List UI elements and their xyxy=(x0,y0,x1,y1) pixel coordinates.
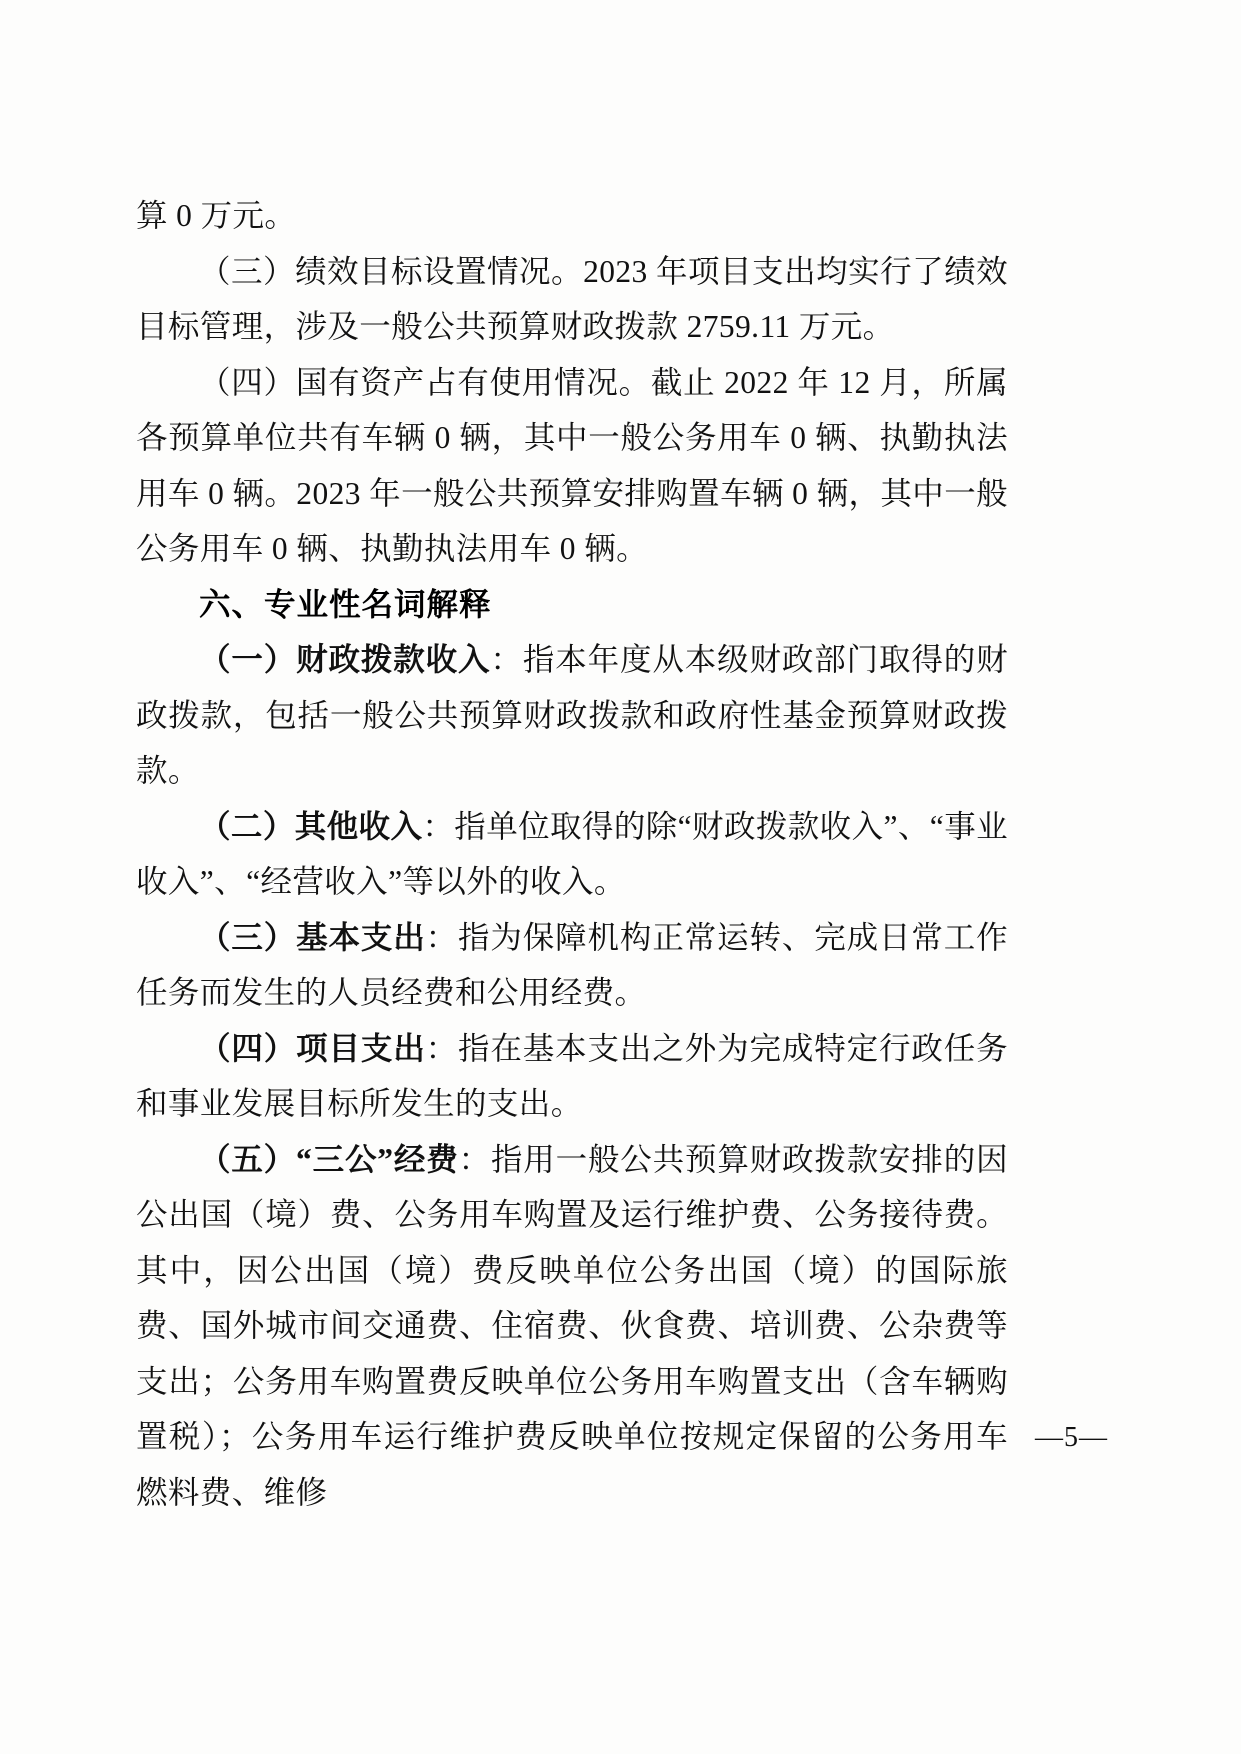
definition-project-expenditure xyxy=(136,1021,1008,1132)
definition-separator: ： xyxy=(425,1030,459,1066)
section-heading-terminology: 六、专业性名词解释 xyxy=(199,585,492,622)
paragraph-performance-goals: （三）绩效目标设置情况。2023 年项目支出均实行了绩效目标管理，涉及一般公共预算财政拨款 2759.11 万元。 xyxy=(136,253,1008,344)
definition-term: “三公”经费 xyxy=(296,1141,459,1177)
definition-term: 项目支出 xyxy=(296,1030,426,1066)
definition-body: 指为保障机构正常运转、完成日常工作任务而发生的人员经费和公用经费。 xyxy=(136,919,1008,1010)
definition-body: 指用一般公共预算财政拨款安排的因公出国（境）费、公务用车购置及运行维护费、公务接待费。其中，因公出国（境）费反映单位公务出国（境）的国际旅费、国外城市间交通费、住宿费、伙食费、培训费、公杂费等支出；公务用车购置费反映单位公务用车购置支出（含车辆购置税）；公务用车运行维护费反映单位按规定保留的公务用车燃料费、维修 xyxy=(136,1141,1008,1510)
definition-marker: （一） xyxy=(199,642,297,677)
definition-term: 其他收入 xyxy=(294,808,423,844)
continued-paragraph: 算 0 万元。 xyxy=(136,198,297,233)
paragraph-state-owned-assets: （四）国有资产占有使用情况。截止 2022 年 12 月，所属各预算单位共有车辆 0 辆，其中一般公务用车 0 辆、执勤执法用车 0 辆。2023 年一般公共预算安排购置车辆 0 辆，其中一般公务用车 0 辆、执勤执法用车 0 辆。 xyxy=(136,364,1008,566)
definition-separator: ： xyxy=(425,919,459,955)
definition-financial-appropriation-income xyxy=(136,632,1008,799)
definition-separator: ： xyxy=(422,808,455,844)
definition-separator: ： xyxy=(490,642,523,677)
definition-marker: （三） xyxy=(199,919,297,955)
definition-marker: （二） xyxy=(199,808,295,844)
definition-term: 财政拨款收入 xyxy=(296,642,491,677)
definition-body: 指本年度从本级财政部门取得的财政拨款，包括一般公共预算财政拨款和政府性基金预算财政拨款。 xyxy=(136,642,1009,788)
definition-body: 指单位取得的除“财政拨款收入”、“事业收入”、“经营收入”等以外的收入。 xyxy=(136,808,1009,899)
definition-term: 基本支出 xyxy=(296,919,426,955)
definition-marker: （四） xyxy=(199,1030,297,1066)
page-number: —5— xyxy=(1035,1422,1108,1453)
definition-body: 指在基本支出之外为完成特定行政任务和事业发展目标所发生的支出。 xyxy=(136,1030,1008,1121)
definition-other-income xyxy=(136,799,1008,910)
definition-separator: ： xyxy=(458,1141,491,1177)
page-content xyxy=(136,188,1008,1520)
definition-three-public-expenses xyxy=(136,1132,1008,1521)
definition-basic-expenditure xyxy=(136,910,1008,1021)
definition-marker: （五） xyxy=(199,1141,297,1177)
